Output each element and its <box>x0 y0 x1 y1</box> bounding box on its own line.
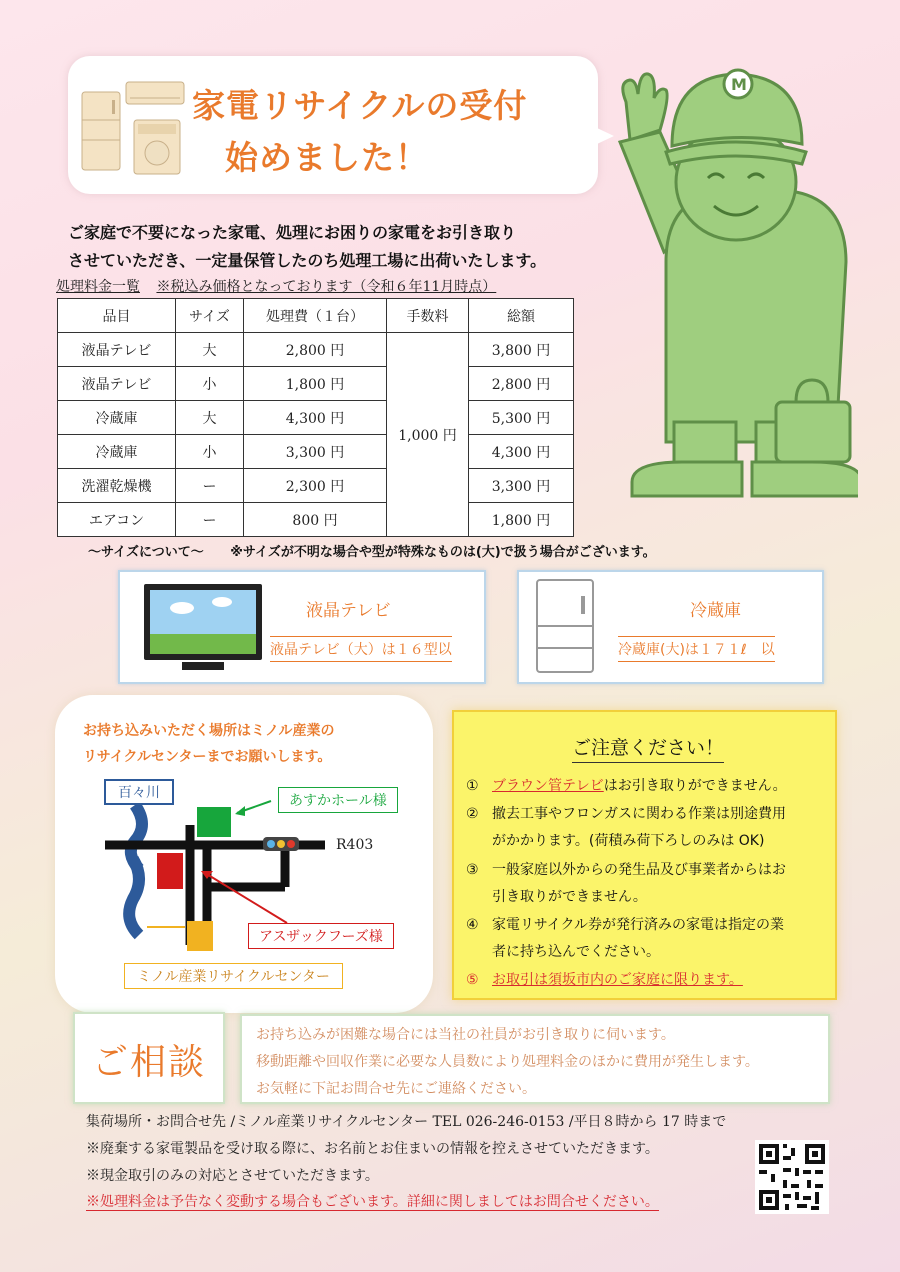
table-row <box>58 333 574 367</box>
footer-note2: ※現金取引のみの対応とさせていただきます。 <box>86 1168 379 1184</box>
footer-note3-text: ※処理料金は予告なく変動する場合もございます。詳細に関しましてはお問合せください。 <box>86 1194 659 1210</box>
fridge-size-title: 冷蔵庫 <box>690 601 741 621</box>
table-row <box>58 367 574 401</box>
caution-item-1-text: はお引き取りができません。 <box>603 778 787 794</box>
caution-item-5 <box>492 967 743 993</box>
cell-cost: 800 円 <box>244 503 387 537</box>
caution-num-1: ① <box>466 778 479 794</box>
caution-num-3: ③ <box>466 862 479 878</box>
header-total: 総額 <box>469 299 574 333</box>
price-table <box>57 298 574 537</box>
cell-item: 洗濯乾燥機 <box>58 469 176 503</box>
consult-line3: お気軽に下記お問合せ先にご連絡ください。 <box>256 1081 536 1097</box>
page-title-line1: 家電リサイクルの受付 <box>192 86 528 125</box>
header-cost: 処理費（１台） <box>244 299 387 333</box>
river-label: 百々川 <box>104 779 174 805</box>
cell-total: 4,300 円 <box>469 435 574 469</box>
caution-item-1 <box>492 773 787 799</box>
price-caption <box>56 276 496 296</box>
cell-total: 3,300 円 <box>469 469 574 503</box>
price-caption-note: ※税込み価格となっております（令和６年11月時点） <box>156 279 497 295</box>
caution-num-4: ④ <box>466 917 479 933</box>
cell-cost: 4,300 円 <box>244 401 387 435</box>
caution-title: ご注意ください！ <box>572 733 724 763</box>
consult-line1: お持ち込みが困難な場合には当社の社員がお引き取りに伺います。 <box>256 1027 675 1043</box>
qr-code-icon[interactable] <box>755 1140 829 1214</box>
size-note <box>88 541 656 560</box>
cell-size: 大 <box>176 333 244 367</box>
caution-item-2-line2: がかかります。(荷積み荷下ろしのみは OK) <box>492 833 765 849</box>
table-row <box>58 401 574 435</box>
table-row <box>58 503 574 537</box>
cell-cost: 3,300 円 <box>244 435 387 469</box>
cell-item: エアコン <box>58 503 176 537</box>
intro-line1: ご家庭で不要になった家電、処理にお困りの家電をお引き取り <box>68 223 517 242</box>
fridge-icon <box>535 578 597 676</box>
caution-item-4-line1: 家電リサイクル券が発行済みの家電は指定の業 <box>492 917 785 933</box>
cell-total: 5,300 円 <box>469 401 574 435</box>
hall-label: あすかホール様 <box>278 787 398 813</box>
price-caption-label: 処理料金一覧 <box>56 279 140 295</box>
consult-line2: 移動距離や回収作業に必要な人員数により処理料金のほかに費用が発生します。 <box>256 1054 759 1070</box>
road-label: R403 <box>336 837 374 853</box>
fridge-size-text: 冷蔵庫(大)は１７１ℓ 以 <box>618 636 775 662</box>
table-row <box>58 469 574 503</box>
caution-num-5: ⑤ <box>466 972 479 988</box>
cell-cost: 1,800 円 <box>244 367 387 401</box>
appliances-icon <box>78 78 188 178</box>
map-heading-line2: リサイクルセンターまでお願いします。 <box>83 749 332 765</box>
cell-item: 液晶テレビ <box>58 333 176 367</box>
size-note-text: ※サイズが不明な場合や型が特殊なものは(大)で扱う場合がございます。 <box>230 545 656 560</box>
caution-item-5-red: お取引は須坂市内のご家庭に限ります。 <box>492 972 743 988</box>
cell-fee: 1,000 円 <box>387 333 469 537</box>
caution-item-3-line2: 引き取りができません。 <box>492 889 647 905</box>
center-label: ミノル産業リサイクルセンター <box>124 963 343 989</box>
caution-item-1-red: ブラウン管テレビ <box>492 778 604 794</box>
tv-size-title: 液晶テレビ <box>306 601 391 621</box>
caution-item-3-line1: 一般家庭以外からの発生品及び事業者からはお <box>492 862 786 878</box>
caution-num-2: ② <box>466 806 479 822</box>
page-title-line2: 始めました！ <box>225 138 429 177</box>
tv-icon <box>142 582 266 674</box>
cell-size: 大 <box>176 401 244 435</box>
cell-cost: 2,300 円 <box>244 469 387 503</box>
table-header-row <box>58 299 574 333</box>
svg-text:M: M <box>731 75 747 94</box>
cell-size: 小 <box>176 435 244 469</box>
footer-contact: 集荷場所・お問合せ先 /ミノル産業リサイクルセンター TEL 026-246-0153 /平日８時から 17 時まで <box>86 1114 727 1130</box>
cell-total: 1,800 円 <box>469 503 574 537</box>
consult-word: ご相談 <box>92 1042 207 1083</box>
caution-item-2-line1: 撤去工事やフロンガスに関わる作業は別途費用 <box>492 806 786 822</box>
cell-size: ー <box>176 469 244 503</box>
asazak-label: アスザックフーズ様 <box>248 923 394 949</box>
footer-note3 <box>86 1191 659 1211</box>
map-heading-line1: お持ち込みいただく場所はミノル産業の <box>83 723 335 739</box>
header-fee: 手数料 <box>387 299 469 333</box>
header-size: サイズ <box>176 299 244 333</box>
table-row <box>58 435 574 469</box>
caution-item-4-line2: 者に持ち込んでください。 <box>492 944 660 960</box>
header-item: 品目 <box>58 299 176 333</box>
cell-item: 冷蔵庫 <box>58 401 176 435</box>
cell-total: 2,800 円 <box>469 367 574 401</box>
cell-total: 3,800 円 <box>469 333 574 367</box>
cell-item: 液晶テレビ <box>58 367 176 401</box>
mascot-worker-icon <box>596 42 858 512</box>
intro-line2: させていただき、一定量保管したのち処理工場に出荷いたします。 <box>68 251 547 270</box>
cell-item: 冷蔵庫 <box>58 435 176 469</box>
cell-size: 小 <box>176 367 244 401</box>
cell-cost: 2,800 円 <box>244 333 387 367</box>
size-note-label: ～サイズについて～ <box>88 545 204 560</box>
footer-note1: ※廃棄する家電製品を受け取る際に、お名前とお住まいの情報を控えさせていただきます。 <box>86 1141 659 1157</box>
tv-size-text: 液晶テレビ（大）は１６型以 <box>270 636 452 662</box>
cell-size: ー <box>176 503 244 537</box>
